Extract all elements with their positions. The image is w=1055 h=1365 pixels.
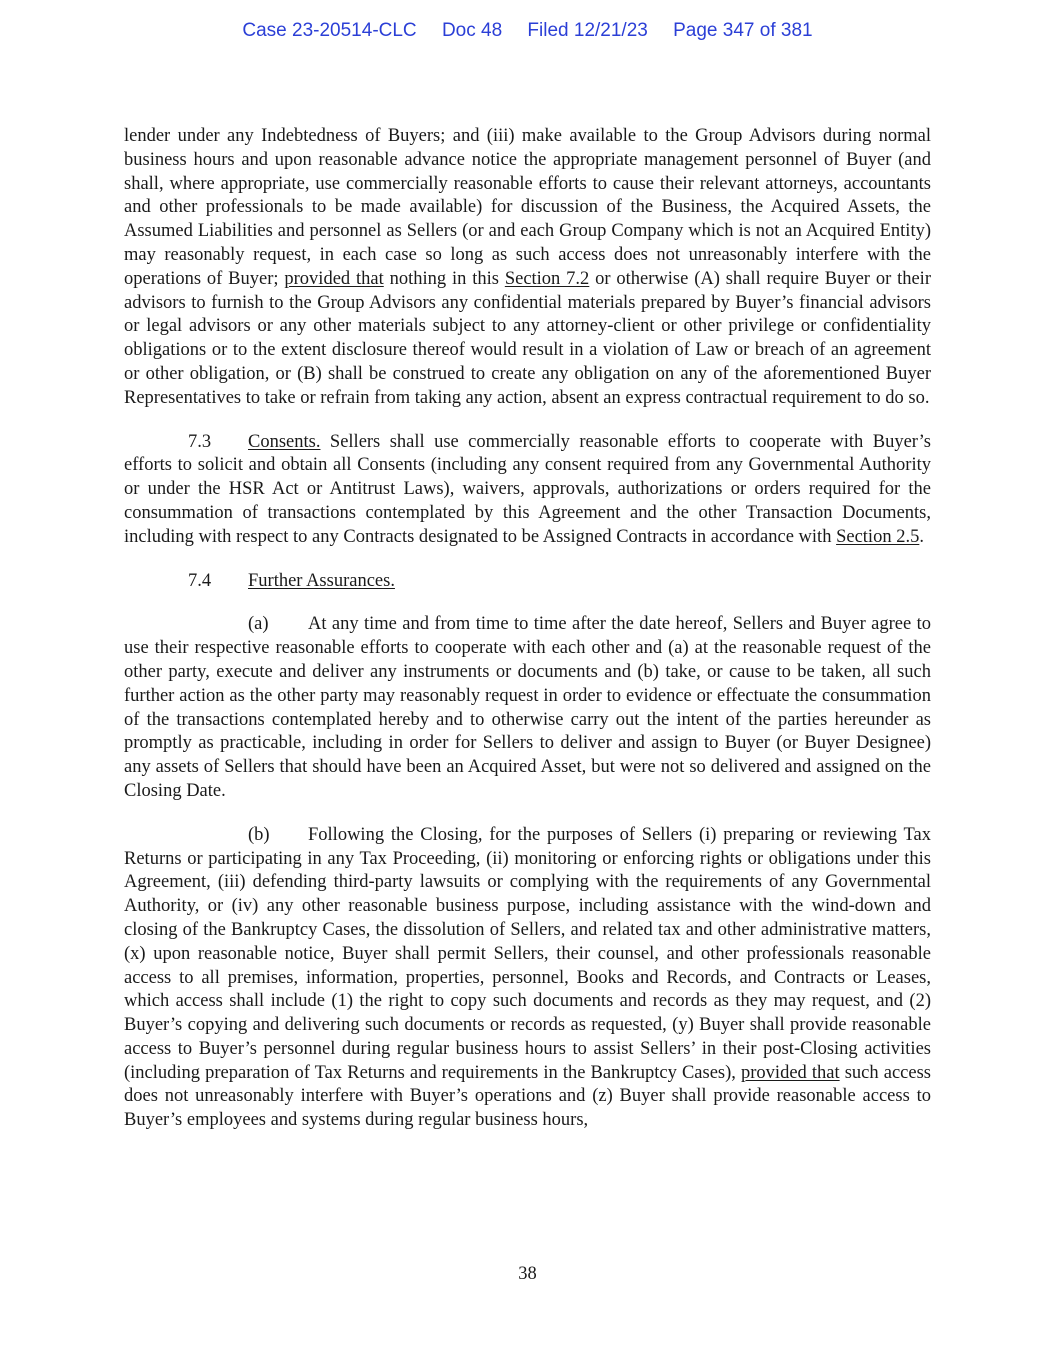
section-number: 7.3 [188, 431, 212, 452]
section-7-3: 7.3 Consents. Sellers shall use commercially reasonable efforts to cooperate with Buyer’s efforts to solicit and obtain all Consents (including any consent required from any Governmental Authority or under the HSR Act or Antitrust Laws), waivers, approvals, authorizations or orders required for the consummation of transactions contemplated by this Agreement and the other Transaction Documents, including with respect to any Contracts designated to be Assigned Contracts in accordance with Section 2.5. [124, 431, 931, 547]
subsection-b: (b) Following the Closing, for the purposes of Sellers (i) preparing or reviewing Tax Returns or participating in any Tax Proceeding, (ii) monitoring or enforcing rights or obligations under this Agreement, (iii) defending third-party lawsuits or complying with the requirements of any Governmental Authority, or (iv) any other reasonable business purpose, including assistance with the wind-down and closing of the Bankruptcy Cases, the dissolution of Sellers, and related tax and other administrative matters, (x) upon reasonable notice, Buyer shall permit Sellers, their counsel, and other professionals reasonable access to all premises, information, properties, personnel, Books and Records, and Contracts or Leases, which access shall include (1) the right to copy such documents and records as they may request, and (2) Buyer’s copying and delivering such documents or records as requested, (y) Buyer shall provide reasonable access to Buyer’s personnel during regular business hours to assist Sellers’ in their post-Closing activities (including preparation of Tax Returns and requirements in the Bankruptcy Cases), provided that such access does not unreasonably interfere with Buyer’s operations and (z) Buyer shall provide reasonable access to Buyer’s employees and systems during regular business hours, [124, 824, 931, 1131]
section-title: Consents. [248, 431, 321, 452]
section-number: 7.4 [188, 570, 212, 591]
subsection-label: (b) [248, 824, 270, 845]
provided-that-term: provided that [284, 268, 384, 289]
page-of-total: Page 347 of 381 [673, 20, 813, 41]
subsection-label: (a) [248, 614, 269, 635]
subsection-a: (a) At any time and from time to time after the date hereof, Sellers and Buyer agree to use their respective reasonable efforts to cooperate with each other and (a) at the reasonable request of the other party, execute and deliver any instruments or documents and (b) take, or cause to be taken, all such further action as the other party may reasonably request in order to evidence or effectuate the consummation of the transactions contemplated hereby and to otherwise carry out the intent of the parties hereunder as promptly as practicable, including in order for Sellers to deliver and assign to Buyer (or Buyer Designee) any assets of Sellers that should have been an Acquired Asset, but were not so delivered and assigned on the Closing Date. [124, 614, 931, 801]
doc-number: Doc 48 [441, 20, 503, 41]
page-number: 38 [518, 1264, 537, 1284]
filing-header [0, 20, 1055, 42]
section-7-2-reference: Section 7.2 [504, 268, 590, 289]
case-number: Case 23-20514-CLC [242, 20, 417, 41]
document-body [124, 125, 931, 1133]
section-7-4 [124, 570, 931, 594]
provided-that-term: provided that [741, 1062, 840, 1083]
paragraph-continuation: lender under any Indebtedness of Buyers; and (iii) make available to the Group Advisors during normal business hours and upon reasonable advance notice the appropriate management personnel of Buyer (and shall, where appropriate, use commercially reasonable efforts to cause their relevant attorneys, accountants and other professionals to be made available) for discussion of the Business, the Acquired Assets, the Assumed Liabilities and personnel as Sellers (or and each Group Company which is not an Acquired Entity) may reasonably request, in each case so long as such access does not unreasonably interfere with the operations of Buyer; provided that nothing in this Section 7.2 or otherwise (A) shall require Buyer or their advisors to furnish to the Group Advisors any confidential materials prepared by Buyer’s financial advisors or legal advisors or any other materials subject to any attorney-client or other privilege or confidentiality obligations or to the extent disclosure thereof would result in a violation of Law or breach of an agreement or other obligation, or (B) shall be construed to create any obligation on any of the aforementioned Buyer Representatives to take or refrain from taking any action, absent an express contractual requirement to do so. [124, 126, 931, 408]
section-title: Further Assurances. [248, 570, 395, 591]
filed-date: Filed 12/21/23 [527, 20, 648, 41]
section-2-5-reference: Section 2.5 [836, 526, 920, 547]
